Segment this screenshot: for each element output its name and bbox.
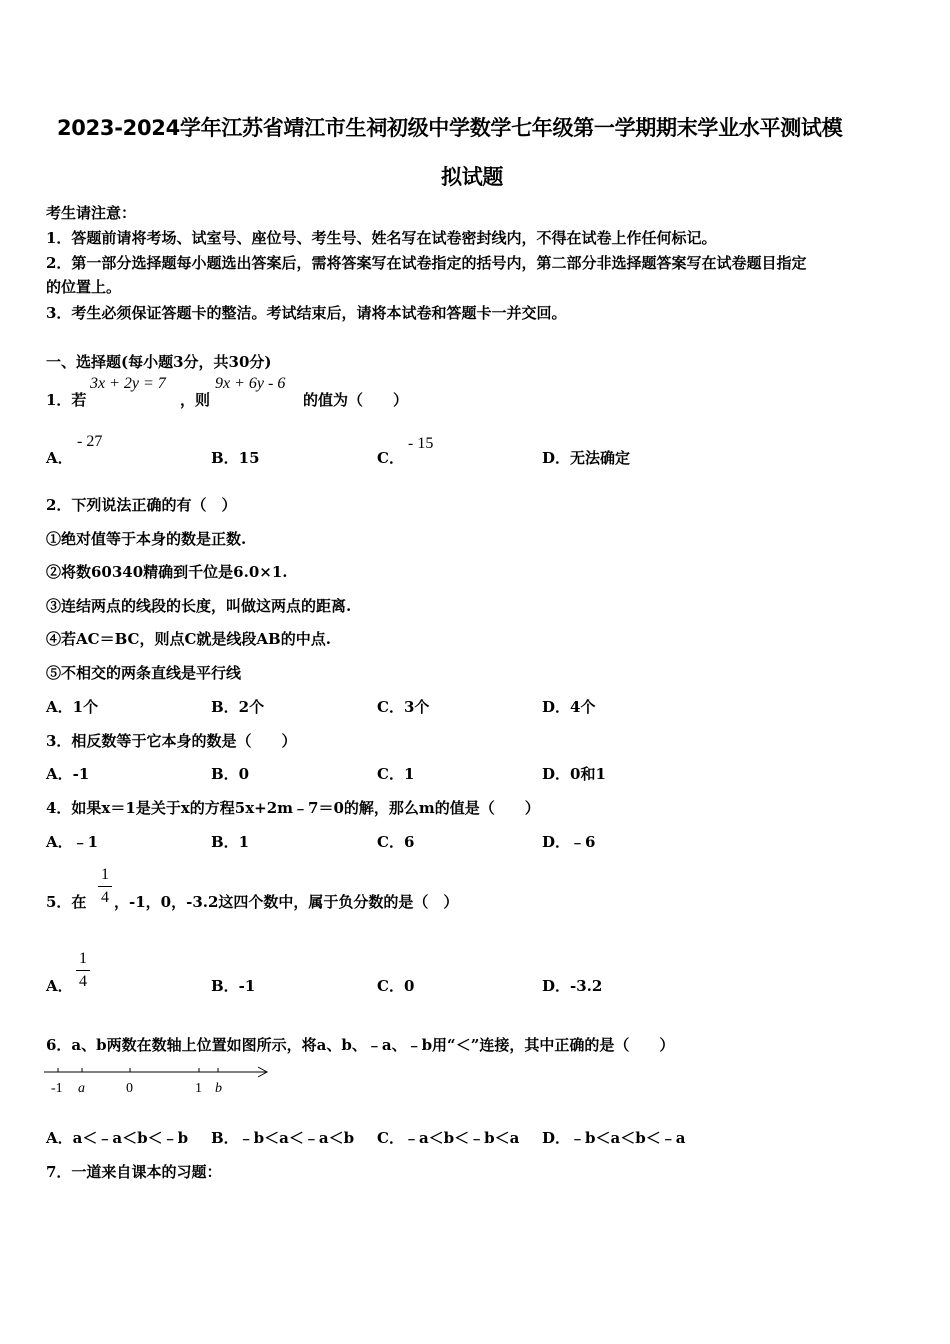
q4-option-d: D．﹣6	[542, 833, 596, 851]
notice-item-3: 3．考生必须保证答题卡的整洁。考试结束后，请将本试卷和答题卡一并交回。	[46, 304, 567, 322]
q6-option-a: A．a＜﹣a＜b＜﹣b	[46, 1129, 189, 1147]
q6-stem: 6．a、b两数在数轴上位置如图所示，将a、b、﹣a、﹣b用“＜”连接，其中正确的是（ ）	[46, 1036, 675, 1054]
q5-option-b: B．-1	[211, 977, 256, 995]
q1-expression-1: 3x + 2y = 7	[90, 375, 166, 392]
q5-option-a-label: A．	[46, 977, 73, 995]
q6-option-d: D．﹣b＜a＜b＜﹣a	[542, 1129, 686, 1147]
q5-option-a-denominator: 4	[79, 973, 87, 990]
q1-option-d: D．无法确定	[542, 449, 631, 467]
notice-item-2: 2．第一部分选择题每小题选出答案后，需将答案写在试卷指定的括号内，第二部分非选择题答案写在试卷题目指定	[46, 254, 807, 272]
q5-fraction-numerator: 1	[101, 866, 109, 883]
q3-option-c: C．1	[377, 765, 415, 783]
notice-item-2-cont: 的位置上。	[46, 278, 122, 296]
q5-option-a-bar	[76, 970, 90, 971]
q2-statement-1: ①绝对值等于本身的数是正数.	[46, 530, 247, 548]
q3-option-d: D．0和1	[542, 765, 606, 783]
q1-expression-2: 9x + 6y - 6	[215, 375, 286, 392]
q1-suffix: 的值为（ ）	[303, 391, 409, 409]
q5-option-c: C．0	[377, 977, 415, 995]
axis-label-b: b	[215, 1081, 222, 1096]
q3-stem: 3．相反数等于它本身的数是（ ）	[46, 732, 297, 750]
axis-label-minus-1: -1	[51, 1081, 63, 1096]
q1-option-b: B．15	[211, 449, 260, 467]
q5-option-d: D．-3.2	[542, 977, 603, 995]
exam-title-line1: 2023-2024学年江苏省靖江市生祠初级中学数学七年级第一学期期末学业水平测试模	[57, 116, 843, 140]
q6-option-c: C．﹣a＜b＜﹣b＜a	[377, 1129, 520, 1147]
q2-option-c: C．3个	[377, 698, 430, 716]
notice-item-1: 1．答题前请将考场、试室号、座位号、考生号、姓名写在试卷密封线内，不得在试卷上作任何标记。	[46, 229, 717, 247]
notice-heading: 考生请注意：	[46, 204, 137, 222]
section-heading: 一、选择题(每小题3分，共30分)	[46, 353, 272, 371]
axis-label-0: 0	[126, 1081, 133, 1096]
q2-stem: 2．下列说法正确的有（ ）	[46, 496, 237, 514]
q5-option-a-numerator: 1	[79, 950, 87, 967]
q4-option-c: C．6	[377, 833, 415, 851]
q5-fraction-denominator: 4	[101, 889, 109, 906]
q2-statement-2: ②将数60340精确到千位是6.0×1.	[46, 563, 288, 581]
q1-option-a-label: A．	[46, 449, 73, 467]
q7-stem: 7．一道来自课本的习题：	[46, 1163, 222, 1181]
q2-option-b: B．2个	[211, 698, 265, 716]
exam-title-line2: 拟试题	[441, 165, 504, 189]
q1-option-c-value: - 15	[408, 435, 434, 452]
q5-fraction-bar	[98, 886, 112, 887]
q4-option-b: B．1	[211, 833, 250, 851]
q1-option-c-label: C．	[377, 449, 404, 467]
q1-middle: ，则	[180, 391, 211, 409]
q2-option-d: D．4个	[542, 698, 596, 716]
q5-prefix: 5．在	[46, 893, 87, 911]
q2-statement-5: ⑤不相交的两条直线是平行线	[46, 664, 242, 682]
q4-option-a: A．﹣1	[46, 833, 99, 851]
q4-stem: 4．如果x＝1是关于x的方程5x+2m﹣7＝0的解，那么m的值是（ ）	[46, 799, 540, 817]
q2-statement-4: ④若AC＝BC，则点C就是线段AB的中点.	[46, 630, 331, 648]
q6-number-line	[44, 1062, 274, 1098]
q2-statement-3: ③连结两点的线段的长度，叫做这两点的距离.	[46, 597, 352, 615]
q5-fraction	[98, 866, 112, 907]
q3-option-b: B．0	[211, 765, 250, 783]
q1-prefix: 1．若	[46, 391, 87, 409]
q6-option-b: B．﹣b＜a＜﹣a＜b	[211, 1129, 355, 1147]
axis-label-a: a	[78, 1081, 85, 1096]
q1-option-a-value: - 27	[77, 433, 103, 450]
q5-suffix: ，-1，0，-3.2这四个数中，属于负分数的是（ ）	[114, 893, 459, 911]
q2-option-a: A．1个	[46, 698, 99, 716]
q5-option-a-fraction	[76, 950, 90, 991]
q3-option-a: A．-1	[46, 765, 90, 783]
axis-label-1: 1	[195, 1081, 202, 1096]
